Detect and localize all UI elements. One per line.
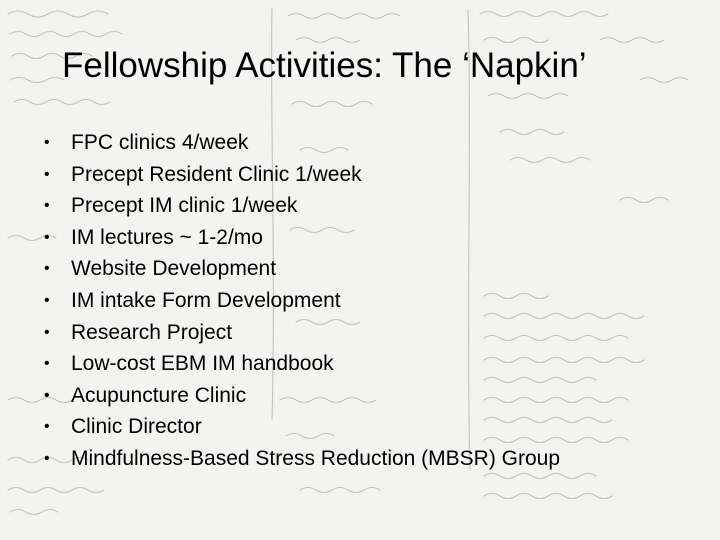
list-item	[44, 317, 560, 349]
bullet-text: IM lectures ~ 1-2/mo	[71, 225, 263, 249]
bullet-text: IM intake Form Development	[71, 288, 341, 312]
bullet-list	[44, 127, 560, 475]
bullet-text: Website Development	[71, 257, 277, 281]
list-item	[44, 348, 560, 380]
list-item	[44, 159, 560, 191]
bullet-icon: •	[44, 134, 50, 151]
bullet-text: Research Project	[71, 320, 233, 344]
bullet-icon: •	[44, 323, 50, 341]
bullet-text: Precept IM clinic 1/week	[71, 194, 298, 218]
bullet-icon: •	[44, 355, 50, 373]
bullet-icon: •	[44, 418, 50, 436]
list-item	[44, 443, 560, 475]
list-item	[44, 285, 560, 317]
list-item	[44, 190, 560, 222]
slide-title: Fellowship Activities: The ‘Napkin’	[62, 46, 587, 85]
bullet-text: Precept Resident Clinic 1/week	[71, 162, 362, 186]
bullet-text: Mindfulness-Based Stress Reduction (MBSR) Group	[71, 446, 561, 470]
list-item	[44, 380, 560, 412]
list-item	[44, 411, 560, 443]
bullet-icon: •	[44, 386, 50, 404]
bullet-icon: •	[44, 197, 50, 215]
bullet-text: Acupuncture Clinic	[71, 383, 247, 407]
bullet-icon: •	[44, 260, 50, 278]
bullet-text: FPC clinics 4/week	[71, 131, 249, 154]
bullet-icon: •	[44, 228, 50, 246]
bullet-icon: •	[44, 291, 50, 309]
list-item	[44, 222, 560, 254]
bullet-icon: •	[44, 449, 50, 467]
list-item	[44, 127, 560, 159]
bullet-text: Clinic Director	[71, 415, 202, 439]
bullet-text: Low-cost EBM IM handbook	[71, 352, 334, 376]
list-item	[44, 253, 560, 285]
bullet-icon: •	[44, 165, 50, 183]
